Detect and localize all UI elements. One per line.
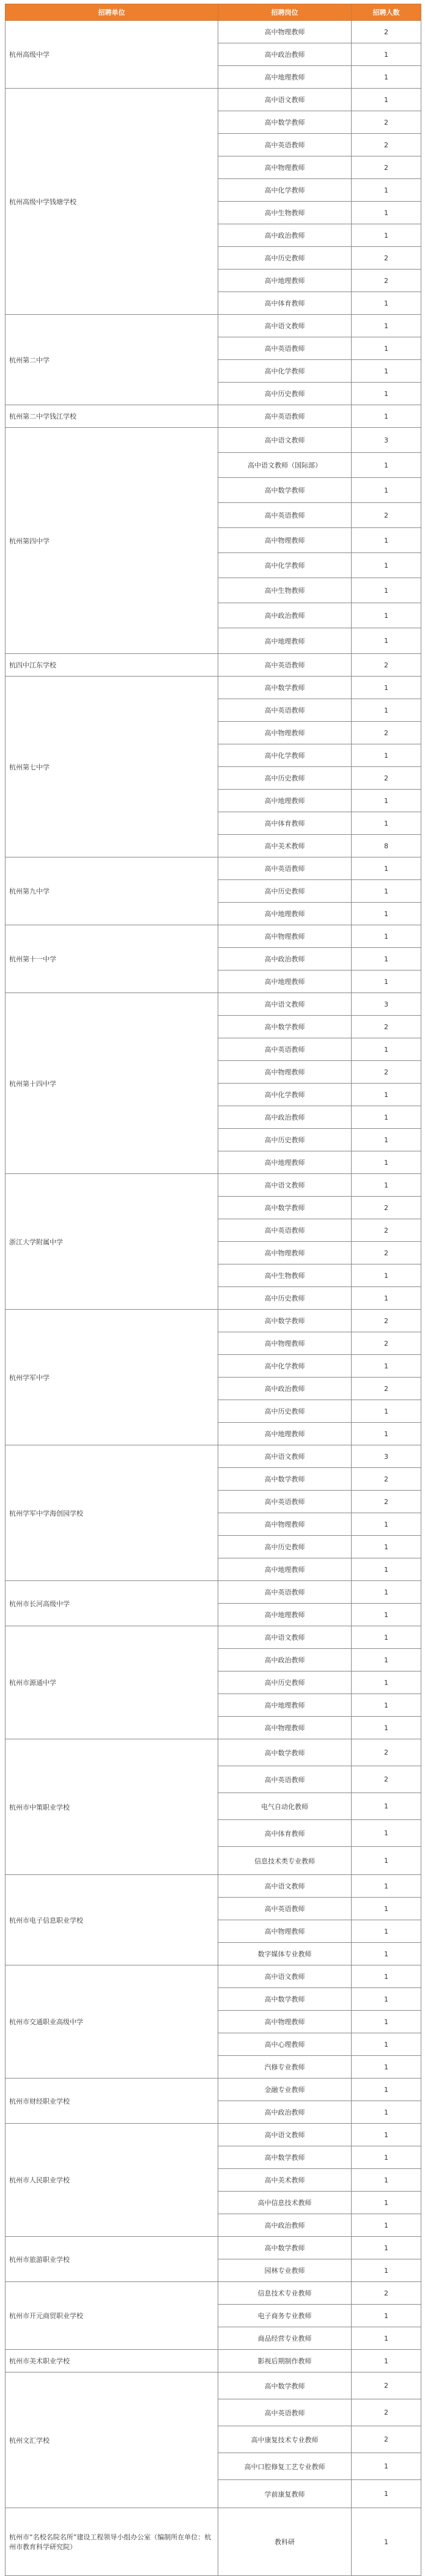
- count-cell: 1: [352, 2124, 421, 2146]
- position-cell: 高中物理教师: [218, 1920, 352, 1943]
- position-cell: 高中英语教师: [218, 2399, 352, 2426]
- count-cell: 1: [352, 790, 421, 812]
- position-cell: 高中语文教师: [218, 1174, 352, 1197]
- count-cell: 1: [352, 1988, 421, 2011]
- count-cell: 1: [352, 2101, 421, 2124]
- count-cell: 2: [352, 1242, 421, 1264]
- count-cell: 1: [352, 1943, 421, 1965]
- position-cell: 高中物理教师: [218, 1061, 352, 1084]
- unit-cell: 杭州学军中学: [6, 1310, 218, 1445]
- table-row: [6, 857, 421, 880]
- table-body: [6, 21, 421, 2576]
- count-cell: 1: [352, 2192, 421, 2214]
- count-cell: 1: [352, 1558, 421, 1581]
- table-row: [6, 428, 421, 453]
- count-cell: 1: [352, 2056, 421, 2079]
- position-cell: 高中心理教师: [218, 2033, 352, 2056]
- position-cell: 高中英语教师: [218, 1898, 352, 1920]
- table-row: [6, 315, 421, 337]
- position-cell: 学前康复教师: [218, 2480, 352, 2508]
- count-cell: 1: [352, 1355, 421, 1378]
- position-cell: 高中语文教师: [218, 1875, 352, 1898]
- table-row: [6, 1739, 421, 1766]
- position-cell: 高中英语教师: [218, 857, 352, 880]
- unit-cell: 杭州市美术职业学校: [6, 2350, 218, 2372]
- count-cell: 1: [352, 1920, 421, 1943]
- unit-cell: 杭州市人民职业学校: [6, 2124, 218, 2237]
- count-cell: 2: [352, 503, 421, 528]
- unit-cell: 杭州第二中学: [6, 315, 218, 405]
- unit-cell: 杭州第十一中学: [6, 925, 218, 993]
- count-cell: 1: [352, 2327, 421, 2350]
- count-cell: 1: [352, 2146, 421, 2169]
- position-cell: 高中口腔修复工艺专业教师: [218, 2453, 352, 2480]
- position-cell: 高中物理教师: [218, 925, 352, 948]
- position-cell: 高中物理教师: [218, 156, 352, 179]
- unit-cell: 杭州市“名校名院名所”建设工程领导小组办公室（编制所在单位：杭州市教育科学研究院）: [6, 2508, 218, 2576]
- position-cell: 高中地理教师: [218, 1151, 352, 1174]
- position-cell: 信息技术类专业教师: [218, 1847, 352, 1875]
- position-cell: 信息技术专业教师: [218, 2282, 352, 2305]
- count-cell: 1: [352, 1264, 421, 1287]
- count-cell: 1: [352, 1536, 421, 1558]
- position-cell: 高中物理教师: [218, 1717, 352, 1739]
- count-cell: 1: [352, 948, 421, 971]
- position-cell: 高中数学教师: [218, 1016, 352, 1038]
- table-row: [6, 1626, 421, 1649]
- count-cell: 1: [352, 1626, 421, 1649]
- position-cell: 高中化学教师: [218, 553, 352, 578]
- count-cell: 1: [352, 2033, 421, 2056]
- count-cell: 1: [352, 2350, 421, 2372]
- position-cell: 高中地理教师: [218, 270, 352, 292]
- count-cell: 2: [352, 2282, 421, 2305]
- position-cell: 高中政治教师: [218, 224, 352, 247]
- position-cell: 高中英语教师: [218, 1581, 352, 1604]
- count-cell: 1: [352, 478, 421, 503]
- count-cell: 1: [352, 1400, 421, 1423]
- position-cell: 园林专业教师: [218, 2259, 352, 2282]
- count-cell: 2: [352, 1016, 421, 1038]
- count-cell: 1: [352, 202, 421, 224]
- position-cell: 高中化学教师: [218, 179, 352, 202]
- position-cell: 高中物理教师: [218, 1242, 352, 1264]
- count-cell: 1: [352, 337, 421, 360]
- unit-cell: 浙江大学附属中学: [6, 1174, 218, 1310]
- count-cell: 1: [352, 224, 421, 247]
- count-cell: 2: [352, 111, 421, 134]
- position-cell: 高中英语教师: [218, 134, 352, 156]
- position-cell: 高中生物教师: [218, 578, 352, 603]
- count-cell: 1: [352, 383, 421, 405]
- table-row: [6, 1581, 421, 1604]
- count-cell: 1: [352, 1694, 421, 1717]
- position-cell: 影视后期制作教师: [218, 2350, 352, 2372]
- table-row: [6, 1445, 421, 1468]
- position-cell: 高中地理教师: [218, 1694, 352, 1717]
- position-cell: 高中政治教师: [218, 2214, 352, 2237]
- table-row: [6, 2124, 421, 2146]
- position-cell: 高中历史教师: [218, 383, 352, 405]
- table-row: [6, 89, 421, 111]
- count-cell: 1: [352, 699, 421, 722]
- count-cell: 1: [352, 677, 421, 699]
- position-cell: 高中地理教师: [218, 1423, 352, 1445]
- count-cell: 3: [352, 993, 421, 1016]
- position-cell: 高中地理教师: [218, 971, 352, 993]
- count-cell: 1: [352, 2214, 421, 2237]
- count-cell: 1: [352, 2079, 421, 2101]
- unit-cell: 杭州第二中学钱江学校: [6, 405, 218, 428]
- position-cell: 高中历史教师: [218, 1536, 352, 1558]
- count-cell: 1: [352, 1649, 421, 1671]
- count-cell: 2: [352, 1491, 421, 1513]
- unit-cell: 杭州第四中学: [6, 428, 218, 654]
- position-cell: 高中语文教师: [218, 1965, 352, 1988]
- count-cell: 1: [352, 2169, 421, 2192]
- count-cell: 2: [352, 1766, 421, 1793]
- position-cell: 高中化学教师: [218, 1084, 352, 1106]
- position-cell: 高中历史教师: [218, 767, 352, 790]
- unit-cell: 杭州第七中学: [6, 677, 218, 857]
- position-cell: 高中美术教师: [218, 2169, 352, 2192]
- count-cell: 1: [352, 553, 421, 578]
- table-row: [6, 2350, 421, 2372]
- count-cell: 2: [352, 1468, 421, 1491]
- position-cell: 高中数学教师: [218, 1468, 352, 1491]
- count-cell: 1: [352, 2011, 421, 2033]
- count-cell: 1: [352, 528, 421, 553]
- unit-cell: 杭州高级中学钱塘学校: [6, 89, 218, 315]
- unit-cell: 杭州市旅游职业学校: [6, 2237, 218, 2282]
- count-cell: 2: [352, 767, 421, 790]
- position-cell: 汽修专业教师: [218, 2056, 352, 2079]
- table-row: [6, 925, 421, 948]
- position-cell: 高中美术教师: [218, 835, 352, 857]
- position-cell: 高中语文教师: [218, 428, 352, 453]
- count-cell: 1: [352, 971, 421, 993]
- count-cell: 2: [352, 722, 421, 744]
- count-cell: 2: [352, 2426, 421, 2453]
- unit-cell: 杭州市源通中学: [6, 1626, 218, 1739]
- count-cell: 2: [352, 1061, 421, 1084]
- position-cell: 高中数学教师: [218, 111, 352, 134]
- count-cell: 1: [352, 1847, 421, 1875]
- position-cell: 高中英语教师: [218, 699, 352, 722]
- count-cell: 1: [352, 2237, 421, 2259]
- unit-cell: 杭四中江东学校: [6, 654, 218, 677]
- position-cell: 高中英语教师: [218, 503, 352, 528]
- count-cell: 1: [352, 2305, 421, 2327]
- count-cell: 3: [352, 428, 421, 453]
- table-header-row: [6, 4, 421, 21]
- count-cell: 1: [352, 1820, 421, 1847]
- position-cell: 高中数学教师: [218, 2146, 352, 2169]
- count-cell: 2: [352, 1310, 421, 1332]
- recruitment-table: [5, 4, 421, 2576]
- table-row: [6, 2282, 421, 2305]
- position-cell: 高中语文教师: [218, 1626, 352, 1649]
- position-cell: 高中语文教师: [218, 89, 352, 111]
- count-cell: 1: [352, 1671, 421, 1694]
- count-cell: 1: [352, 1287, 421, 1310]
- count-cell: 1: [352, 812, 421, 835]
- unit-cell: 杭州市电子信息职业学校: [6, 1875, 218, 1965]
- count-cell: 1: [352, 66, 421, 89]
- table-row: [6, 2237, 421, 2259]
- position-cell: 高中英语教师: [218, 1766, 352, 1793]
- count-cell: 1: [352, 89, 421, 111]
- position-cell: 高中物理教师: [218, 1513, 352, 1536]
- count-cell: 1: [352, 43, 421, 66]
- position-cell: 金融专业教师: [218, 2079, 352, 2101]
- position-cell: 高中语文教师: [218, 993, 352, 1016]
- position-cell: 高中数学教师: [218, 1988, 352, 2011]
- position-cell: 高中地理教师: [218, 790, 352, 812]
- header-position: 招聘岗位: [218, 4, 352, 21]
- position-cell: 高中政治教师: [218, 1106, 352, 1129]
- position-cell: 高中历史教师: [218, 1287, 352, 1310]
- count-cell: 1: [352, 628, 421, 654]
- count-cell: 1: [352, 1513, 421, 1536]
- table-row: [6, 1174, 421, 1197]
- position-cell: 高中地理教师: [218, 628, 352, 654]
- position-cell: 高中物理教师: [218, 21, 352, 43]
- count-cell: 1: [352, 1106, 421, 1129]
- count-cell: 1: [352, 453, 421, 478]
- position-cell: 电气自动化教师: [218, 1793, 352, 1820]
- count-cell: 1: [352, 2480, 421, 2508]
- position-cell: 高中体育教师: [218, 292, 352, 315]
- count-cell: 1: [352, 1965, 421, 1988]
- count-cell: 1: [352, 1581, 421, 1604]
- count-cell: 1: [352, 1717, 421, 1739]
- count-cell: 2: [352, 134, 421, 156]
- count-cell: 1: [352, 603, 421, 628]
- table-row: [6, 405, 421, 428]
- position-cell: 高中政治教师: [218, 2101, 352, 2124]
- count-cell: 1: [352, 360, 421, 383]
- count-cell: 2: [352, 21, 421, 43]
- unit-cell: 杭州市中策职业学校: [6, 1739, 218, 1875]
- position-cell: 高中政治教师: [218, 603, 352, 628]
- table-row: [6, 2079, 421, 2101]
- count-cell: 2: [352, 1739, 421, 1766]
- position-cell: 高中语文教师: [218, 1445, 352, 1468]
- table-row: [6, 993, 421, 1016]
- count-cell: 1: [352, 1423, 421, 1445]
- position-cell: 高中英语教师: [218, 1219, 352, 1242]
- count-cell: 2: [352, 156, 421, 179]
- position-cell: 高中康复技术专业教师: [218, 2426, 352, 2453]
- position-cell: 高中地理教师: [218, 903, 352, 925]
- position-cell: 高中政治教师: [218, 948, 352, 971]
- count-cell: 1: [352, 925, 421, 948]
- position-cell: 高中语文教师: [218, 315, 352, 337]
- position-cell: 高中历史教师: [218, 1671, 352, 1694]
- position-cell: 高中历史教师: [218, 880, 352, 903]
- position-cell: 高中生物教师: [218, 1264, 352, 1287]
- count-cell: 8: [352, 835, 421, 857]
- count-cell: 1: [352, 578, 421, 603]
- count-cell: 1: [352, 1875, 421, 1898]
- position-cell: 高中语文教师（国际部）: [218, 453, 352, 478]
- count-cell: 1: [352, 1038, 421, 1061]
- table-row: [6, 1875, 421, 1898]
- count-cell: 2: [352, 1219, 421, 1242]
- unit-cell: 杭州市财经职业学校: [6, 2079, 218, 2124]
- position-cell: 高中英语教师: [218, 405, 352, 428]
- recruitment-table-container: [5, 4, 421, 2576]
- position-cell: 高中地理教师: [218, 1604, 352, 1626]
- table-row: [6, 21, 421, 43]
- position-cell: 高中地理教师: [218, 1558, 352, 1581]
- position-cell: 高中数学教师: [218, 2237, 352, 2259]
- unit-cell: 杭州第十四中学: [6, 993, 218, 1174]
- unit-cell: 杭州高级中学: [6, 21, 218, 89]
- count-cell: 1: [352, 2259, 421, 2282]
- position-cell: 高中数学教师: [218, 1310, 352, 1332]
- unit-cell: 杭州市交通职业高级中学: [6, 1965, 218, 2079]
- count-cell: 2: [352, 270, 421, 292]
- count-cell: 1: [352, 2508, 421, 2576]
- position-cell: 教科研: [218, 2508, 352, 2576]
- header-unit: 招聘单位: [6, 4, 218, 21]
- table-row: [6, 1310, 421, 1332]
- count-cell: 1: [352, 405, 421, 428]
- position-cell: 高中英语教师: [218, 654, 352, 677]
- position-cell: 高中数学教师: [218, 677, 352, 699]
- table-row: [6, 2372, 421, 2399]
- position-cell: 高中历史教师: [218, 1400, 352, 1423]
- count-cell: 1: [352, 1129, 421, 1151]
- position-cell: 高中数学教师: [218, 2372, 352, 2399]
- unit-cell: 杭州第九中学: [6, 857, 218, 925]
- count-cell: 1: [352, 1793, 421, 1820]
- unit-cell: 杭州文汇学校: [6, 2372, 218, 2508]
- count-cell: 1: [352, 880, 421, 903]
- count-cell: 1: [352, 1174, 421, 1197]
- position-cell: 高中英语教师: [218, 1491, 352, 1513]
- unit-cell: 杭州市开元商贸职业学校: [6, 2282, 218, 2350]
- count-cell: 1: [352, 903, 421, 925]
- count-cell: 2: [352, 247, 421, 270]
- position-cell: 高中信息技术教师: [218, 2192, 352, 2214]
- position-cell: 高中政治教师: [218, 43, 352, 66]
- position-cell: 高中政治教师: [218, 1378, 352, 1400]
- position-cell: 高中英语教师: [218, 1038, 352, 1061]
- position-cell: 高中政治教师: [218, 1649, 352, 1671]
- position-cell: 高中数学教师: [218, 1197, 352, 1219]
- position-cell: 高中物理教师: [218, 528, 352, 553]
- count-cell: 2: [352, 2399, 421, 2426]
- unit-cell: 杭州学军中学海创园学校: [6, 1445, 218, 1581]
- position-cell: 高中化学教师: [218, 360, 352, 383]
- position-cell: 高中物理教师: [218, 2011, 352, 2033]
- position-cell: 高中体育教师: [218, 1820, 352, 1847]
- count-cell: 2: [352, 654, 421, 677]
- count-cell: 1: [352, 2453, 421, 2480]
- position-cell: 高中语文教师: [218, 2124, 352, 2146]
- position-cell: 高中生物教师: [218, 202, 352, 224]
- table-row: [6, 1965, 421, 1988]
- count-cell: 1: [352, 857, 421, 880]
- position-cell: 高中数学教师: [218, 478, 352, 503]
- position-cell: 高中化学教师: [218, 744, 352, 767]
- position-cell: 电子商务专业教师: [218, 2305, 352, 2327]
- count-cell: 1: [352, 1084, 421, 1106]
- position-cell: 高中英语教师: [218, 337, 352, 360]
- table-row: [6, 2508, 421, 2576]
- position-cell: 商品经营专业教师: [218, 2327, 352, 2350]
- count-cell: 2: [352, 1197, 421, 1219]
- count-cell: 2: [352, 1378, 421, 1400]
- position-cell: 高中体育教师: [218, 812, 352, 835]
- position-cell: 高中数学教师: [218, 1739, 352, 1766]
- position-cell: 高中物理教师: [218, 722, 352, 744]
- table-row: [6, 677, 421, 699]
- count-cell: 1: [352, 292, 421, 315]
- header-count: 招聘人数: [352, 4, 421, 21]
- position-cell: 高中物理教师: [218, 1332, 352, 1355]
- count-cell: 2: [352, 1332, 421, 1355]
- table-row: [6, 654, 421, 677]
- count-cell: 2: [352, 2372, 421, 2399]
- count-cell: 1: [352, 1604, 421, 1626]
- unit-cell: 杭州市长河高级中学: [6, 1581, 218, 1626]
- count-cell: 1: [352, 1151, 421, 1174]
- count-cell: 1: [352, 179, 421, 202]
- position-cell: 高中地理教师: [218, 66, 352, 89]
- position-cell: 高中历史教师: [218, 247, 352, 270]
- position-cell: 高中历史教师: [218, 1129, 352, 1151]
- position-cell: 高中化学教师: [218, 1355, 352, 1378]
- position-cell: 数字媒体专业教师: [218, 1943, 352, 1965]
- count-cell: 1: [352, 744, 421, 767]
- count-cell: 1: [352, 315, 421, 337]
- count-cell: 1: [352, 1898, 421, 1920]
- count-cell: 3: [352, 1445, 421, 1468]
